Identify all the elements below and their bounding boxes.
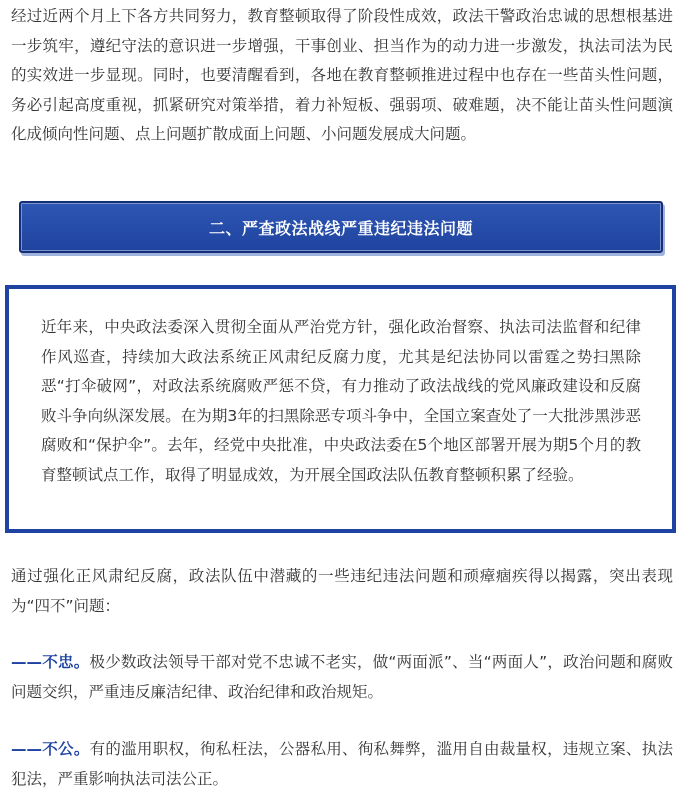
- section-heading-banner: [19, 201, 663, 253]
- intro-paragraph: 经过近两个月上下各方共同努力，教育整顿取得了阶段性成效，政法干警政治忠诚的思想根基进一步筑牢，遵纪守法的意识进一步增强，干事创业、担当作为的动力进一步激发，执法司法为民的实效进一步显现。同时，也要清醒看到，各地在教育整顿推进过程中也存在一些苗头性问题，务必引起高度重视，抓紧研究对策举措，着力补短板、强弱项、破难题，决不能让苗头性问题演化成倾向性问题、点上问题扩散成面上问题、小问题发展成大问题。: [11, 7, 673, 144]
- item-disloyal-lead: ——不忠。: [11, 653, 90, 671]
- item-disloyal-text: 极少数政法领导干部对党不忠诚不老实，做“两面派”、当“两面人”，政治问题和腐败问题交织，严重违反廉洁纪律、政治纪律和政治规矩。: [11, 653, 673, 701]
- quote-paragraph: 近年来，中央政法委深入贯彻全面从严治党方针，强化政治督察、执法司法监督和纪律作风巡查，持续加大政法系统正风肃纪反腐力度，尤其是纪法协同以雷霆之势扫黑除恶“打伞破网”，对政法系统腐败严惩不贷，有力推动了政法战线的党风廉政建设和反腐败斗争向纵深发展。在为期3年的扫黑除恶专项斗争中，全国立案查处了一大批涉黑涉恶腐败和“保护伞”。去年，经党中央批准，中央政法委在5个地区部署开展为期5个月的教育整顿试点工作，取得了明显成效，为开展全国政法队伍教育整顿积累了经验。: [41, 318, 641, 484]
- item-unfair-paragraph: [11, 735, 673, 794]
- item-unfair-lead: ——不公。: [11, 740, 90, 758]
- item-disloyal-paragraph: [11, 648, 673, 707]
- highlight-quote-box: [5, 285, 676, 533]
- four-problems-intro-paragraph: 通过强化正风肃纪反腐，政法队伍中潜藏的一些违纪违法问题和顽瘴痼疾得以揭露，突出表现为“四不”问题：: [11, 567, 673, 615]
- section-heading-text: 二、严查政法战线严重违纪违法问题: [208, 218, 473, 238]
- item-unfair-text: 有的滥用职权，徇私枉法，公器私用、徇私舞弊，滥用自由裁量权，违规立案、执法犯法，严重影响执法司法公正。: [11, 740, 673, 788]
